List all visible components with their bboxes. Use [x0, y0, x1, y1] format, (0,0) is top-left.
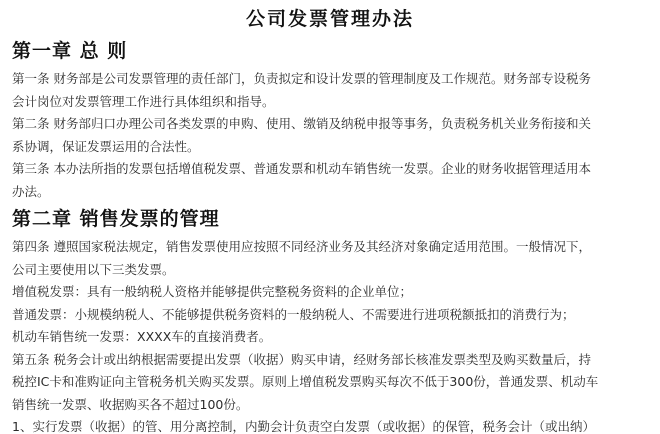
article-1 [12, 68, 648, 113]
chapter-2-heading: 第二章 销售发票的管理 [12, 208, 220, 230]
chapter-2-body [12, 236, 648, 434]
chapter-2-line-6: 第五条 税务会计或出纳根据需要提出发票（收据）购买申请，经财务部长核准发票类型及购买数量后，持 [12, 351, 591, 367]
chapter-2-line-8: 销售统一发票、收据购买各不超过100份。 [12, 396, 249, 412]
chapter-2-line-3: 增值税发票：具有一般纳税人资格并能够提供完整税务资料的企业单位； [12, 284, 413, 299]
chapter-2-line-4: 普通发票：小规模纳税人、不能够提供税务资料的一般纳税人、不需要进行进项税额抵扣的消费行为； [12, 306, 575, 322]
article-3-line-1: 第三条 本办法所指的发票包括增值税发票、普通发票和机动车销售统一发票。企业的财务收据管理适用本 [12, 161, 591, 176]
article-2-line-2: 系协调，保证发票运用的合法性。 [12, 138, 200, 154]
chapter-2-line-2: 公司主要使用以下三类发票。 [12, 261, 175, 277]
article-1-line-2: 会计岗位对发票管理工作进行具体组织和指导。 [12, 93, 275, 109]
article-3-line-2: 办法。 [12, 183, 50, 199]
chapter-2-line-9: 1、实行发票（收据）的管、用分离控制，内勤会计负责空白发票（或收据）的保管，税务会计（或出纳） [12, 419, 595, 434]
chapter-2-line-7: 税控IC卡和准购证向主管税务机关购买发票。原则上增值税发票购买每次不低于300份，普通发票、机动车 [12, 374, 599, 389]
chapter-1-heading: 第一章 总 则 [12, 40, 128, 62]
chapter-2-line-1: 第四条 遵照国家税法规定，销售发票使用应按照不同经济业务及其经济对象确定适用范围。一般情况下， [12, 239, 591, 254]
chapter-2-line-5: 机动车销售统一发票：XXXX车的直接消费者。 [12, 329, 272, 344]
document-title: 公司发票管理办法 [245, 8, 414, 30]
article-3 [12, 158, 648, 203]
article-1-line-1: 第一条 财务部是公司发票管理的责任部门，负责拟定和设计发票的管理制度及工作规范。财务部专设税务 [12, 71, 591, 86]
article-2 [12, 113, 648, 158]
article-2-line-1: 第二条 财务部归口办理公司各类发票的申购、使用、缴销及纳税申报等事务，负责税务机关业务衔接和关 [12, 116, 591, 131]
